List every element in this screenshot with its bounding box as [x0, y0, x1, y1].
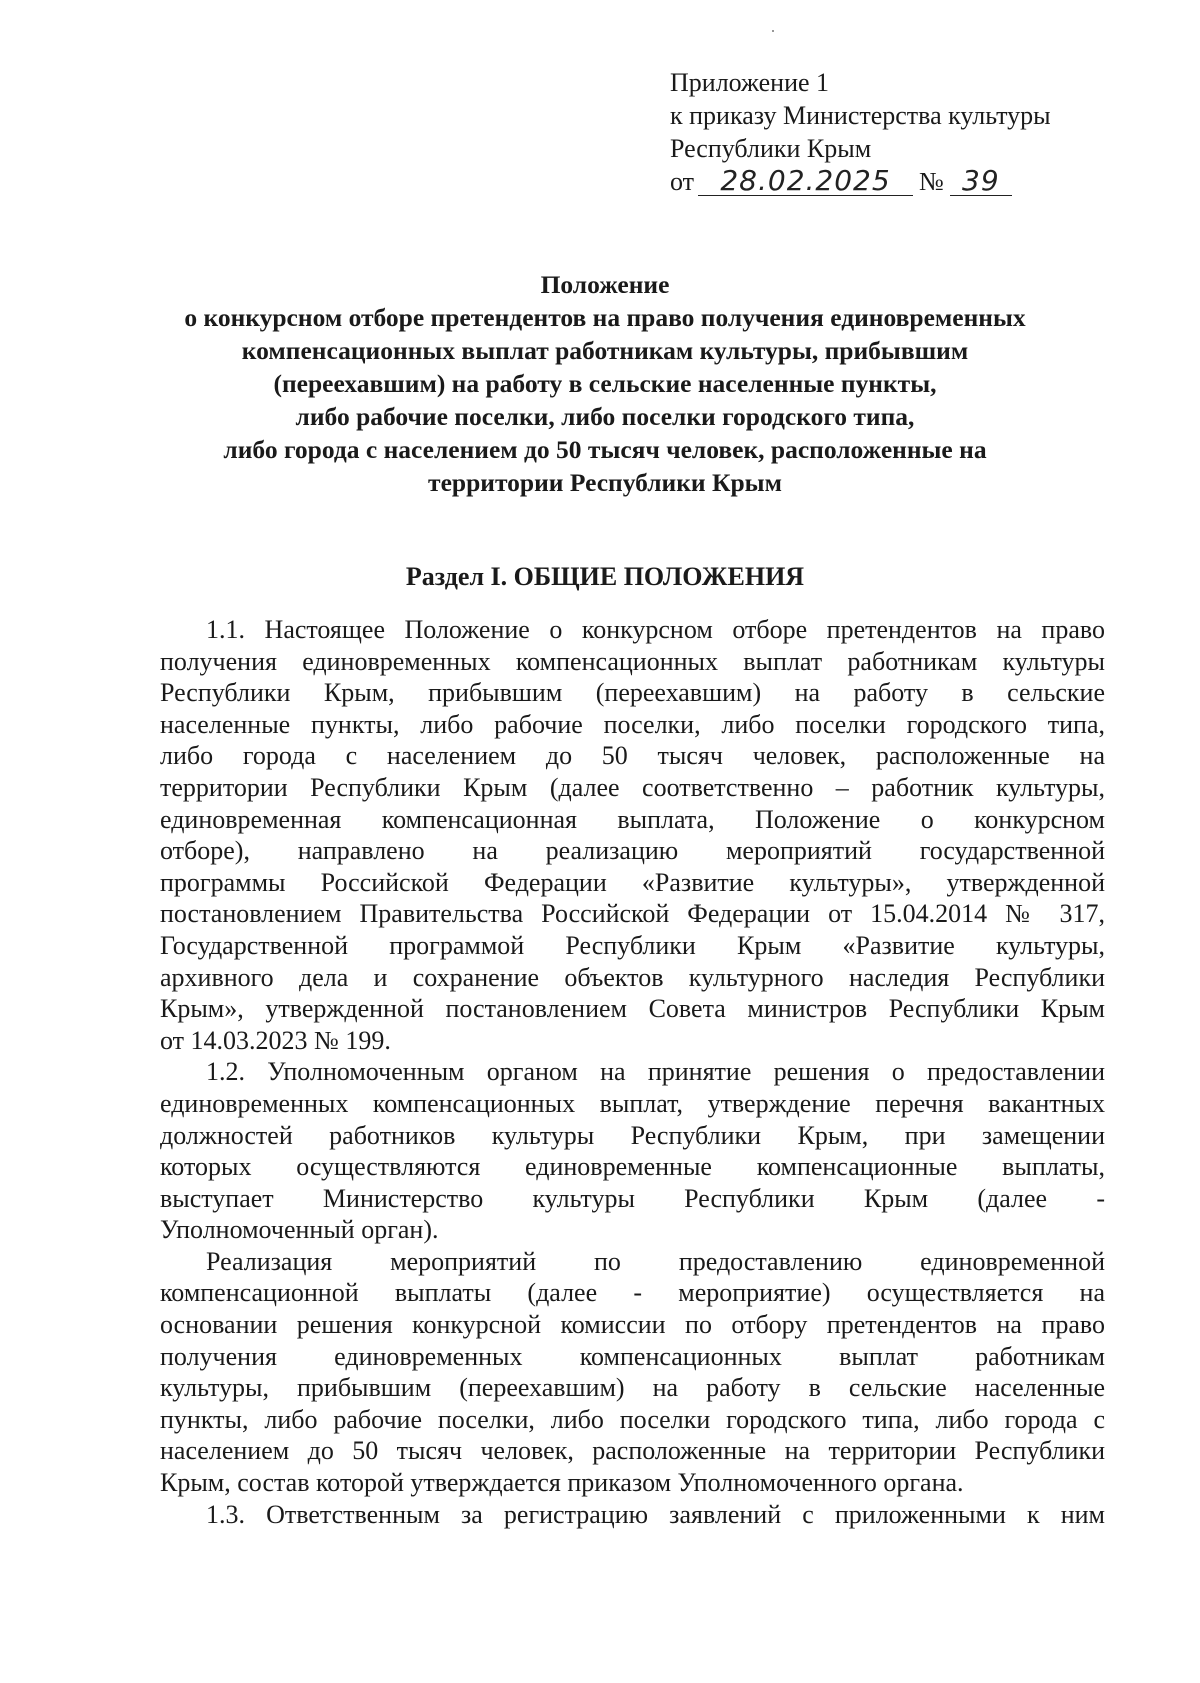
title-line: о конкурсном отборе претендентов на право получения единовременных [184, 303, 1026, 332]
document-title [120, 268, 1090, 499]
paragraph-line: основании решения конкурсной комиссии по отбору претендентов на право [160, 1310, 1105, 1340]
paragraph-line: единовременных компенсационных выплат, утверждение перечня вакантных [160, 1088, 1105, 1118]
annex-number: Приложение 1 [670, 68, 830, 97]
paragraph-line: архивного дела и сохранение объектов культурного наследия Республики [160, 962, 1105, 992]
title-line: компенсационных выплат работникам культуры, прибывшим [241, 336, 969, 365]
title-line: (переехавшим) на работу в сельские населенные пункты, [273, 369, 937, 398]
paragraph-line: культуры, прибывшим (переехавшим) на работу в сельские населенные [160, 1373, 1105, 1403]
annex-order-ref: к приказу Министерства культуры [670, 101, 1051, 130]
paragraph-line: Уполномоченный орган). [160, 1215, 439, 1245]
title-line: либо рабочие поселки, либо поселки городского типа, [295, 402, 915, 431]
paragraph-line: которых осуществляются единовременные компенсационные выплаты, [160, 1152, 1105, 1182]
paragraph-line: пункты, либо рабочие поселки, либо поселки городского типа, либо города с [160, 1404, 1105, 1434]
paragraph-line: Государственной программой Республики Крым «Развитие культуры, [160, 930, 1105, 960]
body-text [160, 614, 1105, 1530]
annex-block [670, 66, 1130, 198]
paragraph-line: выступает Министерство культуры Республики Крым (далее - [160, 1183, 1105, 1213]
number-label: № [919, 167, 944, 196]
paragraph-line: населением до 50 тысяч человек, расположенные на территории Республики [160, 1436, 1105, 1466]
title-heading: Положение [540, 270, 670, 299]
paragraph-line: единовременная компенсационная выплата, Положение о конкурсном [160, 804, 1105, 834]
paragraph-line: постановлением Правительства Российской Федерации от 15.04.2014 № 317, [160, 899, 1105, 929]
paragraph-line: 1.1. Настоящее Положение о конкурсном отборе претендентов на право [206, 615, 1105, 644]
paragraph-line: Крым, состав которой утверждается приказом Уполномоченного органа. [160, 1468, 964, 1498]
from-label: от [670, 167, 695, 196]
paragraph-line: отборе), направлено на реализацию мероприятий государственной [160, 836, 1105, 866]
section-heading: Раздел I. ОБЩИЕ ПОЛОЖЕНИЯ [405, 562, 805, 591]
paragraph-line: Крым», утвержденной постановлением Совета министров Республики Крым [160, 994, 1105, 1024]
paragraph-line: должностей работников культуры Республики Крым, при замещении [160, 1120, 1105, 1150]
handwritten-date: 28.02.2025 [698, 167, 913, 196]
paragraph-line: получения единовременных компенсационных выплат работникам культуры [160, 646, 1105, 676]
scan-speck [772, 30, 774, 32]
paragraph-line: 1.2. Уполномоченным органом на принятие решения о предоставлении [206, 1057, 1105, 1087]
title-line: либо города с населением до 50 тысяч человек, расположенные на [223, 435, 987, 464]
paragraph-line: либо города с населением до 50 тысяч человек, расположенные на [160, 741, 1105, 771]
paragraph-line: программы Российской Федерации «Развитие культуры», утвержденной [160, 867, 1105, 897]
paragraph-line: Республики Крым, прибывшим (переехавшим) на работу в сельские [160, 678, 1105, 708]
paragraph-line: компенсационной выплаты (далее - мероприятие) осуществляется на [160, 1278, 1105, 1308]
annex-region: Республики Крым [670, 134, 872, 163]
paragraph-line: Реализация мероприятий по предоставлению единовременной [206, 1246, 1105, 1276]
handwritten-number: 39 [950, 167, 1012, 196]
paragraph-line: 1.3. Ответственным за регистрацию заявлений с приложенными к ним [206, 1499, 1105, 1529]
paragraph-line: населенные пункты, либо рабочие поселки, либо поселки городского типа, [160, 709, 1105, 739]
title-line: территории Республики Крым [428, 468, 782, 497]
annex-date-line [670, 165, 1130, 198]
paragraph-line: территории Республики Крым (далее соответственно – работник культуры, [160, 772, 1105, 802]
paragraph-line: от 14.03.2023 № 199. [160, 1025, 391, 1055]
paragraph-line: получения единовременных компенсационных выплат работникам [160, 1341, 1105, 1371]
